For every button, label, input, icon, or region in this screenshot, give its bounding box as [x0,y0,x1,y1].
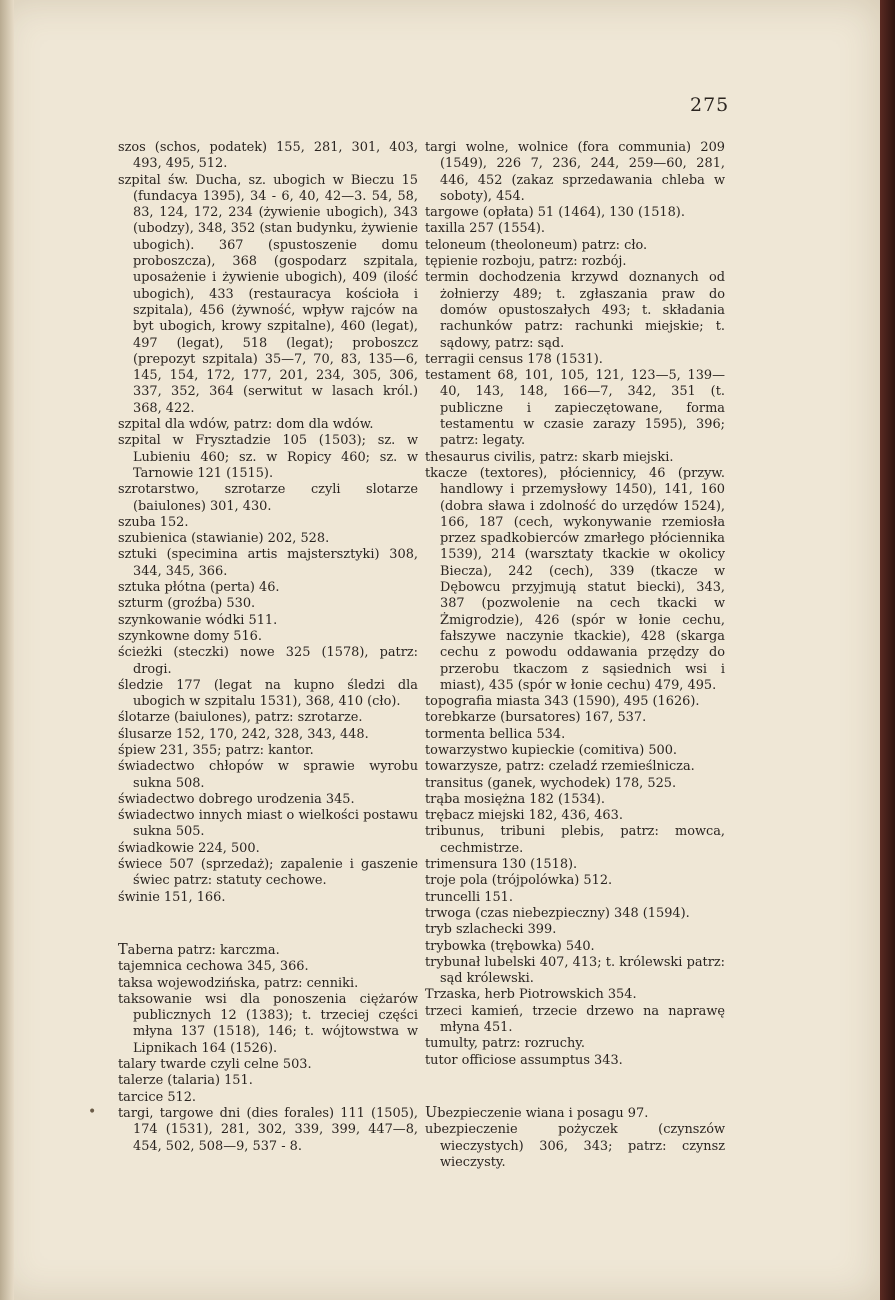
index-entry: tribunus, tribuni plebis, patrz: mowca, cechmistrze. [425,824,725,856]
index-entry: termin dochodzenia krzywd doznanych od żołnierzy 489; t. zgłaszania praw do domów opustoszałych 493; t. składania rachunków patrz: rachunki miejskie; t. sądowy, patrz: sąd. [425,270,725,351]
margin-mark: • [88,1104,97,1120]
index-entry: szpital św. Ducha, sz. ubogich w Bieczu 15 (fundacya 1395), 34 - 6, 40, 42—3. 54, 58, 83, 124, 172, 234 (żywienie ubogich), 343 (ubodzy), 348, 352 (stan budynku, żywienie ubogich). 367 (spustoszenie domu proboszcza), 368 (gospodarz szpitala, uposażenie i żywienie ubogich), 409 (ilość ubogich), 433 (restauracya kościoła i szpitala), 456 (żywność, wpływ rajców na byt ubogich, krowy szpitalne), 460 (legat), 497 (legat), 518 (legat); proboszcz (prepozyt szpitala) 35—7, 70, 83, 135—6, 145, 154, 172, 177, 201, 234, 305, 306, 337, 352, 364 (serwitut w lasach król.) 368, 422. [118,172,418,416]
index-entry: towarzysze, patrz: czeladź rzemieślnicza. [425,759,695,775]
index-entry: tkacze (textores), płóciennicy, 46 (przyw. handlowy i przemysłowy 1450), 141, 160 (dobra sława i zdolność do urzędów 1524), 166, 187 (cech, wykonywanie rzemiosła przez spadkobierców zmarłego płóciennika 1539), 214 (warsztaty tkackie w okolicy Biecza), 242 (cech), 339 (tkacze w Dębowcu przyjmują statut biecki), 343, 387 (pozwolenie na cech tkacki w Żmigrodzie), 426 (spór w łonie cechu, fałszywe naczynie tkackie), 428 (skarga cechu z powodu oddawania przędzy do przerobu tkaczom z sąsiednich wsi i miast), 435 (spór w łonie cechu) 479, 495. [425,465,725,693]
section-gap [425,1069,725,1105]
index-entry: szubienica (stawianie) 202, 528. [118,531,330,547]
index-entry: trybowka (trębowka) 540. [425,938,595,954]
index-entry: Trzaska, herb Piotrowskich 354. [425,987,637,1003]
index-entry: świadkowie 224, 500. [118,840,260,856]
index-entry: tutor officiose assumptus 343. [425,1052,623,1068]
index-entry: sztuki (specimina artis majstersztyki) 308, 344, 345, 366. [118,547,418,579]
index-entry: świadectwo chłopów w sprawie wyrobu sukna 508. [118,759,418,791]
page-number: 275 [690,94,730,116]
index-entry: truncelli 151. [425,889,513,905]
index-entry: świnie 151, 166. [118,889,226,905]
index-entry: talary twarde czyli celne 503. [118,1057,312,1073]
index-entry: taxilla 257 (1554). [425,221,545,237]
index-entry: trzeci kamień, trzecie drzewo na naprawę młyna 451. [425,1003,725,1036]
index-entry: tormenta bellica 534. [425,726,566,742]
index-entry: tępienie rozboju, patrz: rozbój. [425,254,627,270]
book-cover-edge [880,0,895,1300]
index-entry: tumulty, patrz: rozruchy. [425,1036,585,1052]
index-entry: targi, targowe dni (dies forales) 111 (1505), 174 (1531), 281, 302, 339, 399, 447—8, 454, 502, 508—9, 537 - 8. [118,1105,418,1154]
index-entry: taksowanie wsi dla ponoszenia ciężarów publicznych 12 (1383); t. trzeciej części młyna 137 (1518), 146; t. wójtowstwa w Lipnikach 164 (1526). [118,991,418,1056]
index-entry: szpital dla wdów, patrz: dom dla wdów. [118,417,374,433]
index-entry: testament 68, 101, 105, 121, 123—5, 139—40, 143, 148, 166—7, 342, 351 (t. publiczne i zapieczętowane, forma testamentu w czasie zarazy 1595), 396; patrz: legaty. [425,368,725,449]
index-column-left [118,140,418,1155]
index-entry: trębacz miejski 182, 436, 463. [425,808,623,824]
index-entry: szturm (groźba) 530. [118,596,256,612]
index-entry: troje pola (trójpolówka) 512. [425,873,613,889]
index-entry: ślusarze 152, 170, 242, 328, 343, 448. [118,726,369,742]
index-entry: targi wolne, wolnice (fora communia) 209 (1549), 226 7, 236, 244, 259—60, 281, 446, 452 (zakaz sprzedawania chleba w soboty), 454. [425,140,725,204]
index-entry: świadectwo dobrego urodzenia 345. [118,791,355,807]
index-entry: ubezpieczenie pożyczek (czynszów wieczystych) 306, 343; patrz: czynsz wieczysty. [425,1122,725,1170]
page-spine-shadow [0,0,14,1300]
index-entry: świadectwo innych miast o wielkości postawu sukna 505. [118,808,418,840]
index-entry: szpital w Frysztadzie 105 (1503); sz. w Lubieniu 460; sz. w Ropicy 460; sz. w Tarnowie 121 (1515). [118,433,418,481]
index-entry: szuba 152. [118,514,189,530]
index-entry: tryb szlachecki 399. [425,922,557,938]
index-entry: trimensura 130 (1518). [425,857,578,873]
index-entry: tarcice 512. [118,1089,197,1105]
index-entry: świece 507 (sprzedaż); zapalenie i gaszenie świec patrz: statuty cechowe. [118,857,418,889]
index-entry: szrotarstwo, szrotarze czyli slotarze (baiulones) 301, 430. [118,482,418,514]
index-entry: towarzystwo kupieckie (comitiva) 500. [425,742,678,758]
index-entry: Taberna patrz: karczma. [118,941,280,958]
index-entry: talerze (talaria) 151. [118,1073,253,1089]
index-entry: teloneum (theoloneum) patrz: cło. [425,237,648,253]
index-entry: taksa wojewodzińska, patrz: cenniki. [118,975,359,991]
index-entry: targowe (opłata) 51 (1464), 130 (1518). [425,205,685,221]
index-entry: transitus (ganek, wychodek) 178, 525. [425,775,677,791]
index-entry: ścieżki (steczki) nowe 325 (1578), patrz: drogi. [118,645,418,677]
index-column-right [425,140,725,1171]
index-entry: trąba mosiężna 182 (1534). [425,791,605,807]
index-entry: Ubezpieczenie wiana i posagu 97. [425,1104,649,1121]
index-entry: torebkarze (bursatores) 167, 537. [425,710,647,726]
index-entry: ślotarze (baiulones), patrz: szrotarze. [118,710,363,726]
index-entry: śpiew 231, 355; patrz: kantor. [118,742,314,758]
index-entry: topografia miasta 343 (1590), 495 (1626). [425,694,700,710]
section-gap [118,906,418,942]
index-entry: thesaurus civilis, patrz: skarb miejski. [425,449,674,465]
index-entry: sztuka płótna (perta) 46. [118,580,280,596]
index-entry: trybunał lubelski 407, 413; t. królewski patrz: sąd królewski. [425,954,725,987]
index-entry: terragii census 178 (1531). [425,351,603,367]
index-entry: szynkowne domy 516. [118,628,262,644]
index-entry: tajemnica cechowa 345, 366. [118,959,309,975]
index-entry: trwoga (czas niebezpieczny) 348 (1594). [425,905,690,921]
index-entry: szynkowanie wódki 511. [118,612,278,628]
index-entry: szos (schos, podatek) 155, 281, 301, 403, 493, 495, 512. [118,140,418,172]
index-entry: śledzie 177 (legat na kupno śledzi dla ubogich w szpitalu 1531), 368, 410 (cło). [118,677,418,710]
